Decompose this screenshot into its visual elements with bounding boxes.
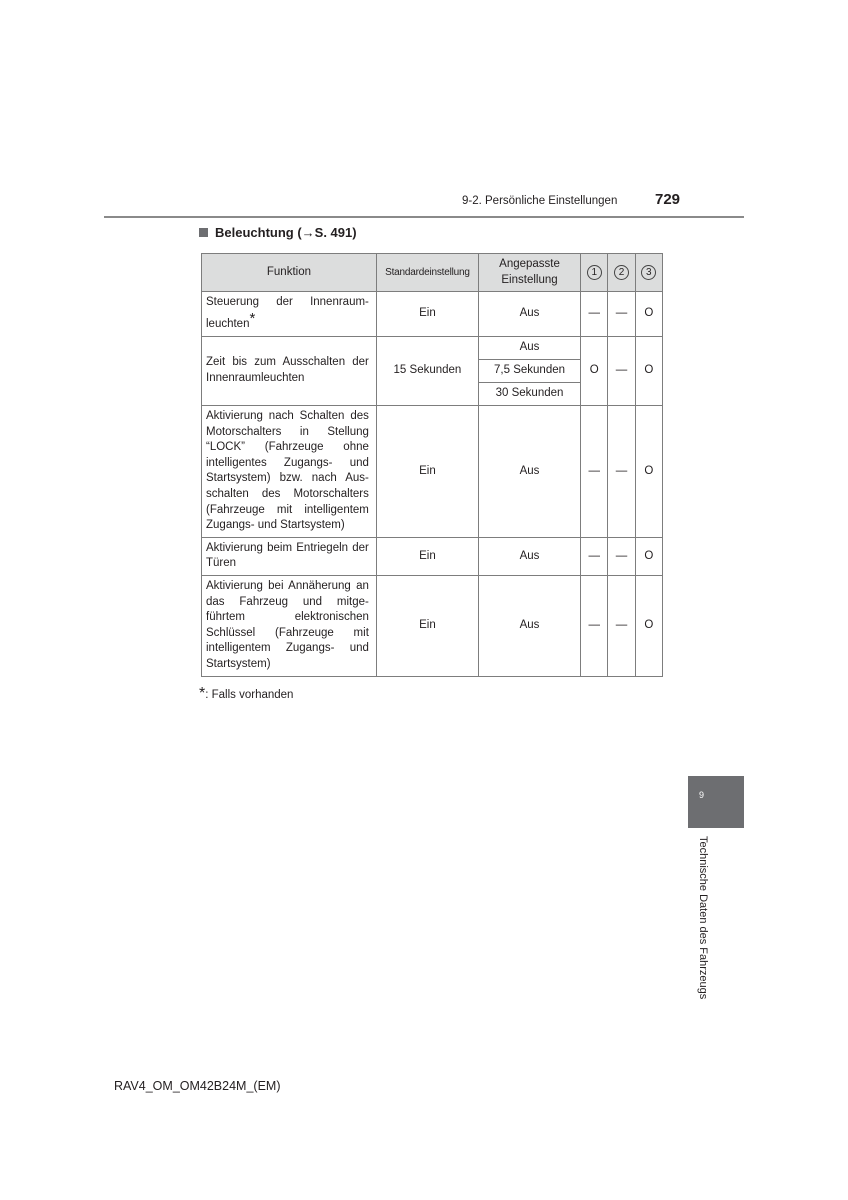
page-number: 729 (655, 191, 681, 208)
function-cell: Aktivierung bei Annäherung an das Fahrzeug und mitgeführtem elektronischen Schlüssel (Fahrzeuge mit intelligentem Zugangs- und Startsystem) (202, 575, 377, 676)
table-row (202, 537, 663, 575)
col3-cell: O (635, 292, 662, 337)
table-row (202, 337, 663, 360)
function-cell: Aktivierung nach Schalten des Motorschalters in Stellung “LOCK” (Fahrzeuge ohne intelligentes Zugangs- und Startsystem) bzw. nach Ausschalten des Motorschalters (Fahrzeuge mit intelligentem Zugangs- und Startsystem) (202, 406, 377, 538)
col3-cell: O (635, 537, 662, 575)
col1-cell: — (581, 292, 608, 337)
col2-cell: — (608, 537, 635, 575)
adjusted-cell: Aus (478, 406, 580, 538)
standard-cell: 15 Sekunden (376, 337, 478, 406)
col2-cell: — (608, 406, 635, 538)
adjusted-cell: Aus (478, 537, 580, 575)
standard-cell: Ein (376, 575, 478, 676)
adjusted-cell: Aus (478, 575, 580, 676)
col1-cell: — (581, 406, 608, 538)
standard-cell: Ein (376, 406, 478, 538)
function-text: Steuerung der Innenraumleuchten (206, 296, 369, 330)
header-function: Funktion (202, 254, 377, 292)
function-cell (202, 292, 377, 337)
chapter-number: 9 (699, 790, 705, 800)
function-cell: Zeit bis zum Ausschalten der Innenraumleuchten (202, 337, 377, 406)
col2-cell: — (608, 575, 635, 676)
bullet-square-icon (199, 228, 208, 237)
adjusted-cell: 7,5 Sekunden (478, 360, 580, 383)
circled-number-3-icon: 3 (641, 265, 656, 280)
chapter-title-vertical: Technische Daten des Fahrzeugs (697, 836, 709, 1000)
chapter-tab (688, 776, 744, 828)
table-header-row (202, 254, 663, 292)
header-adjusted (478, 254, 580, 292)
adjusted-cell: Aus (478, 292, 580, 337)
table-row (202, 292, 663, 337)
running-header-section: 9-2. Persönliche Einstellungen (462, 195, 618, 207)
function-cell: Aktivierung beim Entriegeln der Türen (202, 537, 377, 575)
footnote-text: : Falls vorhanden (205, 689, 294, 701)
adjusted-cell: 30 Sekunden (478, 383, 580, 406)
footnote-star: * (199, 685, 206, 702)
col3-cell: O (635, 406, 662, 538)
standard-cell: Ein (376, 292, 478, 337)
document-code: RAV4_OM_OM42B24M_(EM) (114, 1079, 281, 1093)
header-adjusted-line1: Angepasste (499, 257, 560, 270)
header-rule (104, 216, 744, 218)
col2-cell: — (608, 292, 635, 337)
col1-cell: — (581, 575, 608, 676)
col1-cell: O (581, 337, 608, 406)
adjusted-cell: Aus (478, 337, 580, 360)
table-row (202, 575, 663, 676)
col2-cell: — (608, 337, 635, 406)
footnote (199, 685, 293, 703)
col3-cell: O (635, 337, 662, 406)
circled-number-1-icon: 1 (587, 265, 602, 280)
section-heading-text: Beleuchtung (→S. 491) (215, 225, 357, 240)
footnote-mark: * (249, 310, 256, 327)
header-col-1 (581, 254, 608, 292)
col3-cell: O (635, 575, 662, 676)
settings-table (201, 253, 663, 677)
header-col-3 (635, 254, 662, 292)
header-col-2 (608, 254, 635, 292)
circled-number-2-icon: 2 (614, 265, 629, 280)
standard-cell: Ein (376, 537, 478, 575)
header-standard: Standardeinstellung (376, 254, 478, 292)
header-adjusted-line2: Einstellung (501, 273, 558, 286)
section-heading (199, 225, 357, 240)
table-row (202, 406, 663, 538)
col1-cell: — (581, 537, 608, 575)
